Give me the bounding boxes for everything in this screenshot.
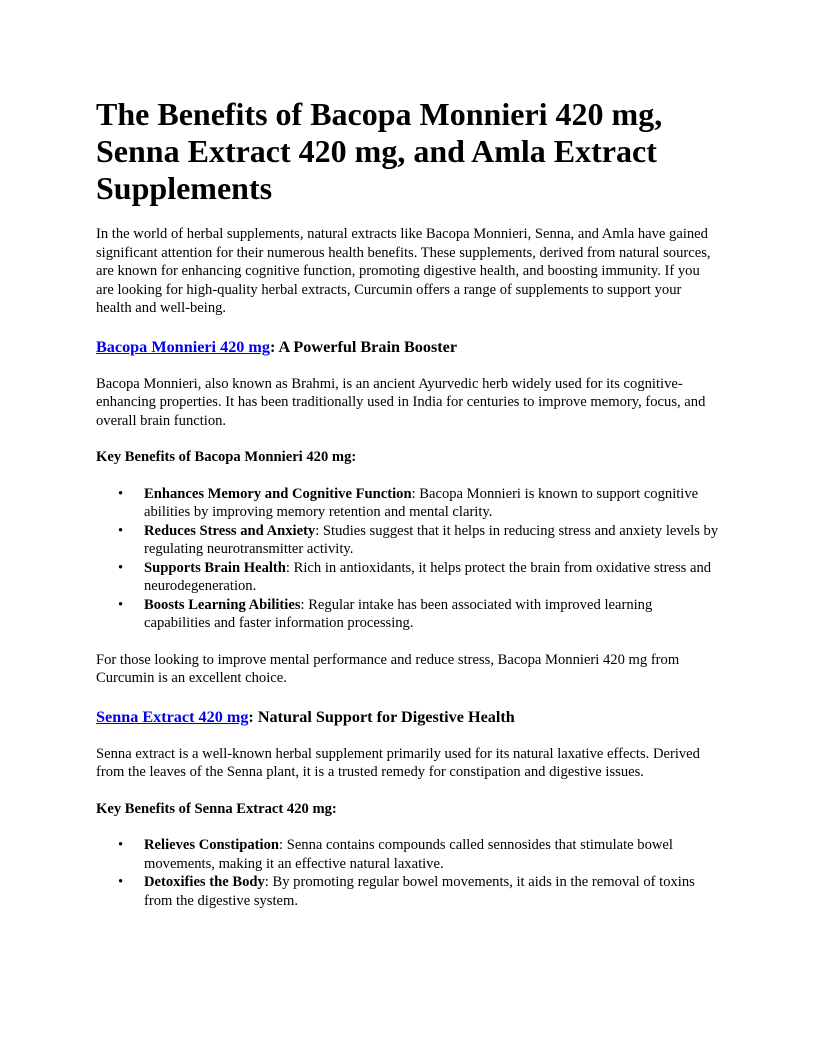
benefit-title: Detoxifies the Body [144,874,265,890]
benefit-title: Boosts Learning Abilities [144,596,301,613]
bacopa-benefits-list [96,485,720,633]
senna-heading-link[interactable]: Senna Extract 420 mg [96,707,249,726]
page-title: The Benefits of Bacopa Monnieri 420 mg, Senna Extract 420 mg, and Amla Extract Supplements [96,96,663,206]
benefit-text: : Bacopa Monnieri is known to support cognitive abilities by improving memory retention and mental clarity. [144,485,699,520]
bacopa-description: Bacopa Monnieri, also known as Brahmi, is an ancient Ayurvedic herb widely used for its cognitive-enhancing properties. It has been traditionally used in India for centuries to improve memory, focus, and overall brain function. [96,375,706,429]
benefit-title: Enhances Memory and Cognitive Function [144,485,412,502]
list-item [96,596,720,633]
bullet-icon: • [118,874,124,890]
benefit-title: Relieves Constipation [144,837,279,853]
bullet-icon: • [118,559,124,576]
senna-heading-rest: : Natural Support for Digestive Health [248,707,515,726]
list-item [96,836,720,873]
benefit-text: : By promoting regular bowel movements, it aids in the removal of toxins from the digestive system. [144,874,695,909]
bacopa-heading-link[interactable]: Bacopa Monnieri 420 mg [96,337,271,356]
bacopa-heading-rest: : A Powerful Brain Booster [270,337,458,356]
bacopa-benefits-heading: Key Benefits of Bacopa Monnieri 420 mg: [96,449,357,465]
benefit-text: : Rich in antioxidants, it helps protect the brain from oxidative stress and neurodegeneration. [144,559,712,594]
senna-benefits-list [96,836,720,910]
list-item [96,873,720,910]
senna-description: Senna extract is a well-known herbal supplement primarily used for its natural laxative effects. Derived from the leaves of the Senna plant, it is a trusted remedy for constipation and digestive issues. [96,745,700,780]
benefit-text: : Regular intake has been associated with improved learning capabilities and faster information processing. [144,596,653,631]
bacopa-closing: For those looking to improve mental performance and reduce stress, Bacopa Monnieri 420 mg from Curcumin is an excellent choice. [96,651,680,686]
document-page [96,96,720,928]
intro-paragraph: In the world of herbal supplements, natural extracts like Bacopa Monnieri, Senna, and Amla have gained significant attention for their numerous health benefits. These supplements, derived from natural sources, are known for enhancing cognitive function, promoting digestive health, and boosting immunity. If you are looking for high-quality herbal extracts, Curcumin offers a range of supplements to support your health and well-being. [96,226,711,316]
benefit-title: Supports Brain Health [144,559,286,576]
bullet-icon: • [118,522,124,539]
list-item [96,559,720,596]
benefit-text: : Studies suggest that it helps in reducing stress and anxiety levels by regulating neurotransmitter activity. [144,522,719,557]
list-item [96,522,720,559]
senna-section-heading [96,707,720,727]
list-item [96,485,720,522]
bullet-icon: • [118,596,124,613]
bullet-icon: • [118,837,124,853]
bullet-icon: • [118,485,124,502]
benefit-title: Reduces Stress and Anxiety [144,522,316,539]
bacopa-section-heading [96,337,720,357]
benefit-text: : Senna contains compounds called sennosides that stimulate bowel movements, making it an effective natural laxative. [144,837,673,872]
senna-benefits-heading: Key Benefits of Senna Extract 420 mg: [96,800,337,817]
